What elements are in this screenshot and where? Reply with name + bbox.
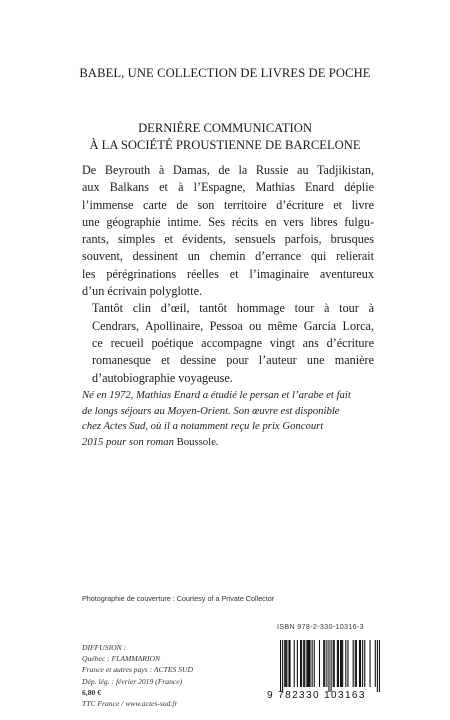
isbn: ISBN 978-2-330-10316-3	[277, 622, 364, 631]
barcode-bar	[328, 640, 329, 692]
barcode-bar	[342, 640, 343, 687]
barcode-bar	[323, 640, 324, 687]
barcode-bar	[359, 640, 360, 687]
bio-book-title: Boussole	[176, 435, 216, 448]
barcode-bar	[280, 640, 281, 692]
summary-line: d’un écrivain polyglotte.	[82, 284, 203, 299]
price-detail: TTC France / www.actes-sud.fr	[82, 699, 178, 709]
summary-line: romanesque et dessine pour l’auteur une manière	[92, 353, 374, 368]
barcode-bar	[353, 640, 354, 687]
barcode-bar	[307, 640, 308, 687]
distribution-line: France et autres pays : ACTES SUD	[82, 665, 193, 675]
barcode-bar	[355, 640, 356, 687]
barcode-bar	[345, 640, 346, 687]
summary-line: Tantôt clin d’œil, tantôt hommage tour à tour à	[92, 301, 374, 316]
barcode-bar	[341, 640, 342, 687]
barcode-bar	[288, 640, 289, 687]
distribution-line: Québec : FLAMMARION	[82, 654, 161, 664]
summary-paragraph	[82, 162, 374, 300]
barcode-bar	[294, 640, 295, 687]
summary-paragraph	[82, 300, 374, 386]
barcode-bar	[286, 640, 287, 687]
summary-line: l’immense carte de son territoire d’écriture et livre	[82, 197, 374, 212]
barcode-bar	[297, 640, 298, 687]
barcode-bar	[326, 640, 327, 687]
summary-line: De Beyrouth à Damas, de la Russie au Tadjikistan,	[82, 163, 374, 177]
summary-line: une géographie intime. Ses récits en vers libres fulgu-	[82, 214, 374, 229]
book-title-line: À LA SOCIÉTÉ PROUSTIENNE DE BARCELONE	[89, 138, 361, 152]
barcode-bar	[337, 640, 338, 687]
barcode-bar	[309, 640, 310, 687]
book-title	[0, 120, 450, 154]
barcode-bar	[340, 640, 341, 687]
summary-line: ce recueil poétique accompagne vingt ans d’écriture	[92, 335, 374, 350]
barcode-digits: 9 782330 103163	[267, 690, 366, 701]
barcode-bar	[300, 640, 301, 687]
barcode-bar	[338, 640, 339, 687]
barcode-bar	[333, 640, 334, 687]
barcode-bar	[331, 640, 332, 692]
barcode-bars	[280, 640, 380, 692]
author-bio	[82, 388, 378, 450]
summary-line: souvent, dessinent un chemin d’errance qui relierait	[82, 249, 374, 264]
barcode-bar	[347, 640, 348, 687]
bio-line: Né en 1972, Mathias Enard a étudié le persan et l’arabe et fait	[82, 389, 351, 401]
barcode-bar	[306, 640, 307, 687]
barcode-bar	[360, 640, 361, 687]
barcode-bar	[301, 640, 302, 687]
barcode-bar	[319, 640, 320, 687]
barcode	[280, 640, 380, 692]
barcode-bar	[364, 640, 365, 687]
barcode-bar	[314, 640, 315, 687]
bio-line	[82, 435, 378, 451]
summary-line: d’autobiographie voyageuse.	[92, 370, 233, 385]
distribution-info	[82, 642, 193, 709]
barcode-bar	[334, 640, 335, 687]
summary-line: les pérégrinations réelles et l’imaginaire aventureux	[82, 266, 374, 281]
barcode-bar	[324, 640, 325, 687]
bio-text: .	[215, 435, 219, 448]
bio-text: 2015 pour son roman	[82, 435, 177, 448]
barcode-bar	[282, 640, 283, 692]
bio-line: de longs séjours au Moyen-Orient. Son œuvre est disponible	[82, 404, 340, 417]
barcode-bar	[377, 640, 378, 692]
series-name: BABEL, UNE COLLECTION DE LIVRES DE POCHE	[79, 66, 371, 80]
summary-line: rants, simples et évidents, sensuels parfois, brusques	[82, 232, 374, 247]
barcode-bar	[284, 640, 285, 687]
book-title-line: DERNIÈRE COMMUNICATION	[138, 121, 312, 135]
summary-line: aux Balkans et à l’Espagne, Mathias Enard déplie	[82, 180, 374, 195]
barcode-bar	[375, 640, 376, 687]
photo-credit: Photographie de couverture : Courtesy of a Private Collector	[82, 594, 275, 603]
barcode-bar	[289, 640, 290, 687]
barcode-bar	[379, 640, 380, 692]
price: 6,80 €	[82, 687, 101, 697]
barcode-bar	[312, 640, 313, 687]
barcode-bar	[362, 640, 363, 687]
barcode-bar	[356, 640, 357, 687]
summary-line: Cendrars, Apollinaire, Pessoa ou même García Lorca,	[92, 318, 374, 333]
bio-line: chez Actes Sud, où il a notamment reçu le prix Goncourt	[82, 420, 324, 433]
distribution-line: Dép. lég. : février 2019 (France)	[82, 676, 183, 686]
book-summary	[82, 162, 374, 387]
price-line	[82, 687, 193, 709]
barcode-bar	[303, 640, 304, 687]
distribution-line: DIFFUSION :	[82, 643, 127, 652]
barcode-bar	[304, 640, 305, 687]
barcode-bar	[308, 640, 309, 687]
barcode-bar	[285, 640, 286, 687]
barcode-bar	[369, 640, 370, 687]
